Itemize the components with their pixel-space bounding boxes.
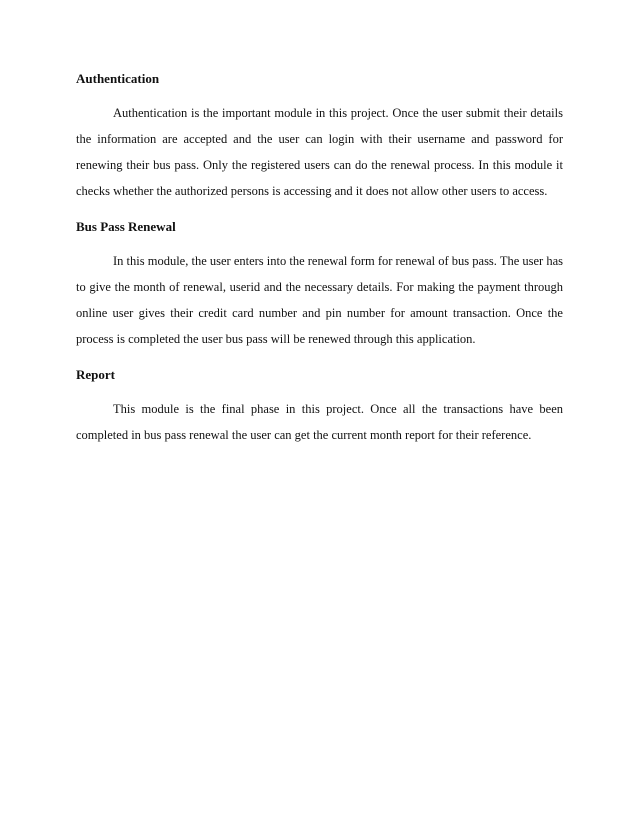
section-paragraph: In this module, the user enters into the renewal form for renewal of bus pass. The user has to give the month of renewal, userid and the necessary details. For making the payment through online user gives their credit card number and pin number for amount transaction. Once the process is completed the user bus pass will be renewed through this application. (76, 254, 563, 346)
section-paragraph: Authentication is the important module in this project. Once the user submit their details the information are accepted and the user can login with their username and password for renewing their bus pass. Only the registered users can do the renewal process. In this module it checks whether the authorized persons is accessing and it does not allow other users to access. (76, 106, 563, 198)
section-bus-pass-renewal (76, 218, 563, 352)
section-report (76, 366, 563, 448)
section-heading: Report (76, 367, 115, 382)
section-authentication (76, 70, 563, 204)
section-paragraph: This module is the final phase in this project. Once all the transactions have been completed in bus pass renewal the user can get the current month report for their reference. (76, 402, 563, 442)
document-body (76, 70, 563, 462)
section-heading: Authentication (76, 71, 160, 86)
section-heading: Bus Pass Renewal (76, 219, 176, 234)
